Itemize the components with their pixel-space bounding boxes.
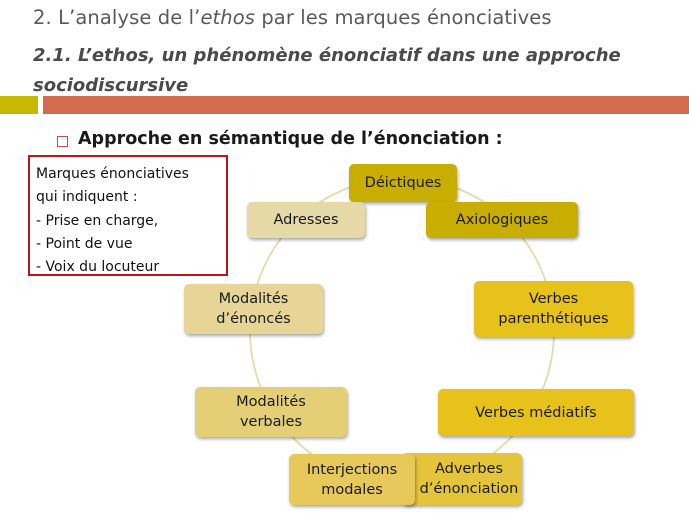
node-adverbes-enonciation: Adverbes d’énonciation [402, 453, 522, 505]
node-verbes-parenthetiques: Verbes parenthétiques [474, 281, 633, 337]
callout-line: qui indiquent : [36, 189, 138, 206]
node-modalites-verbales: Modalités verbales [195, 387, 347, 437]
section-heading: Approche en sémantique de l’énonciation : [78, 129, 503, 149]
callout-line: Marques énonciatives [36, 166, 189, 182]
callout-line: - Voix du locuteur [36, 259, 160, 276]
node-deictiques: Déictiques [349, 164, 457, 202]
node-axiologiques: Axiologiques [426, 202, 578, 238]
callout-line: - Prise en charge, [36, 212, 159, 229]
node-adresses: Adresses [247, 202, 365, 238]
slide-subtitle: 2.1. L’ethos, un phénomène énonciatif dans une approche sociodiscursive [33, 45, 621, 96]
callout-line: - Point de vue [36, 235, 133, 252]
node-verbes-mediatifs: Verbes médiatifs [438, 389, 634, 436]
slide-title: 2. L’analyse de l’ethos par les marques énonciatives [33, 6, 552, 29]
node-interjections-modales: Interjections modales [289, 454, 415, 505]
node-modalites-enonces: Modalités d’énoncés [184, 284, 323, 334]
